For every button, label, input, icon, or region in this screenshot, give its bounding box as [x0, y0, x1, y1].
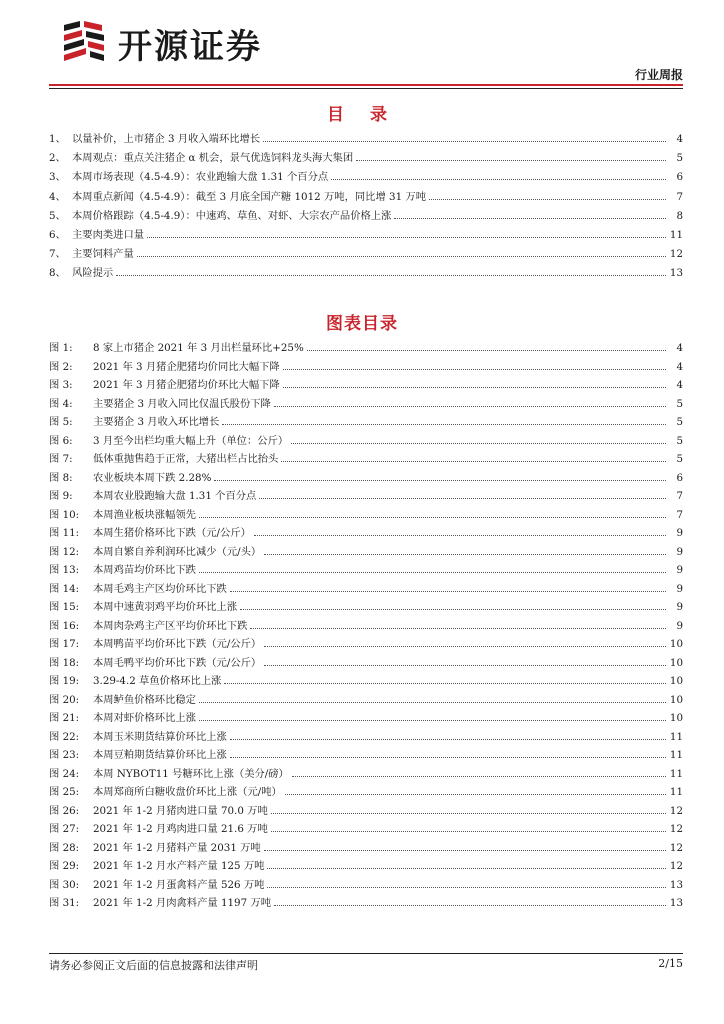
figure-entry-leader-dots — [271, 812, 666, 814]
figure-entry-page-number: 7 — [676, 508, 683, 521]
brand-logo — [58, 14, 262, 72]
figure-entry[interactable] — [49, 876, 683, 895]
figure-entry-number: 图 1: — [49, 342, 73, 354]
figure-entry-page-number: 12 — [669, 860, 683, 872]
figure-entry-title: 本周肉杂鸡主产区平均价环比下跌 — [93, 619, 248, 632]
kaiyuan-logo-icon — [58, 17, 110, 69]
figure-entry-title: 2021 年 1-2 月肉禽料产量 1197 万吨 — [93, 897, 272, 909]
toc-entry-page-number: 5 — [676, 152, 683, 165]
figure-entry-title: 2021 年 1-2 月鸡肉进口量 21.6 万吨 — [93, 823, 268, 835]
toc-entry[interactable] — [49, 188, 683, 207]
figure-entry-leader-dots — [264, 664, 666, 666]
figure-entry-leader-dots — [264, 849, 666, 851]
figure-entry-leader-dots — [271, 830, 666, 832]
figure-entry-leader-dots — [240, 608, 666, 610]
toc-entry-page-number: 6 — [676, 171, 683, 184]
toc-entry[interactable] — [49, 149, 683, 168]
figure-entry-page-number: 13 — [669, 878, 683, 891]
figure-entry-title: 本周玉米期货结算价环比上涨 — [93, 730, 227, 743]
figure-entry[interactable] — [49, 635, 683, 654]
toc-entry-leader-dots — [394, 217, 666, 219]
figure-entry-number: 图 8: — [49, 471, 73, 484]
figure-entry-leader-dots — [199, 719, 666, 721]
figure-entry-page-number: 11 — [669, 786, 683, 798]
toc-entry-leader-dots — [137, 255, 666, 257]
figure-entry-leader-dots — [250, 627, 666, 629]
figure-entry-title: 本周农业股跑输大盘 1.31 个百分点 — [93, 490, 257, 502]
figure-entry-leader-dots — [254, 534, 666, 536]
figure-entry-number: 图 24: — [49, 767, 80, 780]
toc-title: 目 录 — [327, 105, 397, 125]
figure-entry-number: 图 2: — [49, 360, 73, 373]
header-divider-red — [49, 84, 683, 86]
figure-entry-title: 低体重抛售趋于正常，大猪出栏占比抬头 — [93, 453, 279, 465]
figure-entry-number: 图 3: — [49, 379, 73, 391]
figure-entry-page-number: 7 — [676, 490, 683, 502]
figure-entry[interactable] — [49, 691, 683, 710]
figure-entry-title: 本周 NYBOT11 号糖环比上涨（美分/磅） — [93, 767, 289, 780]
figure-entry[interactable] — [49, 524, 683, 543]
toc-entry-page-number: 4 — [676, 133, 683, 145]
toc-entry-number: 7、 — [49, 248, 66, 261]
figure-entry-page-number: 12 — [669, 804, 683, 817]
figure-entry-title: 2021 年 1-2 月猪肉进口量 70.0 万吨 — [93, 804, 268, 817]
figure-entry-number: 图 20: — [49, 693, 80, 706]
toc-entry-number: 8、 — [49, 267, 66, 280]
toc-entry-page-number: 13 — [669, 267, 683, 280]
footer-disclaimer: 请务必参阅正文后面的信息披露和法律声明 — [49, 959, 258, 972]
figure-entry-page-number: 10 — [669, 638, 683, 650]
footer-divider — [49, 953, 683, 954]
figure-entry-number: 图 14: — [49, 582, 80, 595]
figure-entry-title: 本周毛鸡主产区均价环比下跌 — [93, 582, 227, 595]
figure-entry-title: 本周中速黄羽鸡平均价环比上涨 — [93, 601, 238, 613]
figure-entry-page-number: 10 — [669, 693, 683, 706]
figure-entry-number: 图 13: — [49, 564, 80, 576]
figure-entry-page-number: 5 — [676, 453, 683, 465]
figure-entry[interactable] — [49, 765, 683, 784]
figure-entry[interactable] — [49, 598, 683, 617]
figure-entry-title: 2021 年 1-2 月蛋禽料产量 526 万吨 — [93, 878, 265, 891]
figure-entry-number: 图 11: — [49, 527, 80, 539]
toc-entry[interactable] — [49, 168, 683, 187]
toc-entry-title: 本周观点：重点关注猪企 α 机会，景气优选饲料龙头海大集团 — [72, 152, 354, 165]
figure-entry-number: 图 18: — [49, 656, 80, 669]
figure-entry[interactable] — [49, 506, 683, 525]
figure-entry-title: 2021 年 1-2 月猪料产量 2031 万吨 — [93, 841, 261, 854]
toc-entry[interactable] — [49, 264, 683, 283]
figure-entry[interactable] — [49, 376, 683, 395]
figure-entry-page-number: 4 — [676, 360, 683, 373]
figure-entry-number: 图 25: — [49, 786, 80, 798]
figure-entry[interactable] — [49, 783, 683, 802]
figure-entry-title: 本周鸡苗均价环比下跌 — [93, 564, 196, 576]
toc-entry-leader-dots — [116, 274, 666, 276]
figure-entry[interactable] — [49, 857, 683, 876]
figure-entry[interactable] — [49, 469, 683, 488]
toc-entry-number: 1、 — [49, 133, 66, 145]
figure-entry-leader-dots — [274, 405, 666, 407]
figure-entry-title: 2021 年 3 月猪企肥猪均价环比大幅下降 — [93, 379, 280, 391]
figure-entry-number: 图 12: — [49, 545, 80, 558]
figure-entry-leader-dots — [199, 701, 666, 703]
report-type-label: 行业周报 — [634, 68, 683, 82]
figure-entry-number: 图 22: — [49, 730, 80, 743]
figure-entry-leader-dots — [199, 516, 666, 518]
figure-entry-number: 图 7: — [49, 453, 73, 465]
figure-entry-page-number: 9 — [676, 527, 683, 539]
figure-entry-page-number: 10 — [669, 675, 683, 687]
figure-entry-number: 图 29: — [49, 860, 80, 872]
figure-entry-leader-dots — [230, 590, 666, 592]
figure-entry[interactable] — [49, 487, 683, 506]
figure-entry-number: 图 23: — [49, 749, 80, 761]
toc-entry-page-number: 11 — [669, 228, 683, 241]
figure-entry[interactable] — [49, 894, 683, 913]
figure-entry-page-number: 4 — [676, 342, 683, 354]
figure-entry-page-number: 12 — [669, 823, 683, 835]
figure-entry[interactable] — [49, 580, 683, 599]
figure-entry-page-number: 6 — [676, 471, 683, 484]
figure-entry-page-number: 11 — [669, 749, 683, 761]
toc-entry-leader-dots — [147, 236, 666, 238]
figure-entry-number: 图 4: — [49, 397, 73, 410]
figure-entry-number: 图 5: — [49, 416, 73, 428]
figure-entry-leader-dots — [230, 756, 666, 758]
figure-entry-page-number: 9 — [676, 582, 683, 595]
figure-entry-title: 2021 年 1-2 月水产料产量 125 万吨 — [93, 860, 265, 872]
figure-entry-page-number: 9 — [676, 564, 683, 576]
figure-entry-title: 本周毛鸭平均价环比下跌（元/公斤） — [93, 656, 262, 669]
toc-entry-number: 5、 — [49, 209, 66, 222]
figure-entry-leader-dots — [214, 479, 666, 481]
figure-entry[interactable] — [49, 543, 683, 562]
figure-entry-page-number: 9 — [676, 601, 683, 613]
figure-entry-title: 2021 年 3 月猪企肥猪均价同比大幅下降 — [93, 360, 280, 373]
toc-entry[interactable] — [49, 245, 683, 264]
figure-entry-leader-dots — [281, 460, 666, 462]
figure-entry-page-number: 13 — [669, 897, 683, 909]
figure-entry-leader-dots — [283, 386, 666, 388]
toc-entry-number: 2、 — [49, 152, 66, 165]
figure-entry-leader-dots — [264, 553, 666, 555]
toc-entry-page-number: 12 — [669, 248, 683, 261]
figure-entry-title: 本周鸭苗平均价环比下跌（元/公斤） — [93, 638, 262, 650]
toc-entry[interactable] — [49, 207, 683, 226]
figure-entry[interactable] — [49, 672, 683, 691]
figure-entry-title: 本周生猪价格环比下跌（元/公斤） — [93, 527, 251, 539]
figure-entry[interactable] — [49, 820, 683, 839]
figure-entry-number: 图 17: — [49, 638, 80, 650]
figure-entry-leader-dots — [224, 682, 666, 684]
toc-entry[interactable] — [49, 226, 683, 245]
figure-entry-leader-dots — [222, 423, 666, 425]
toc-entry-leader-dots — [331, 178, 666, 180]
figure-entry-leader-dots — [285, 793, 666, 795]
figure-entry[interactable] — [49, 746, 683, 765]
toc-entry-title: 主要肉类进口量 — [72, 228, 145, 241]
figure-entry[interactable] — [49, 561, 683, 580]
toc-entry-page-number: 7 — [676, 190, 683, 203]
figure-entry-leader-dots — [230, 738, 666, 740]
toc-list — [49, 130, 683, 284]
figure-entry-leader-dots — [283, 368, 666, 370]
figure-entry[interactable] — [49, 709, 683, 728]
figure-index-list — [49, 339, 683, 913]
figure-entry-number: 图 30: — [49, 878, 80, 891]
figure-entry[interactable] — [49, 339, 683, 358]
toc-entry-leader-dots — [263, 140, 666, 142]
figure-entry-leader-dots — [267, 886, 666, 888]
figure-entry[interactable] — [49, 413, 683, 432]
toc-entry-title: 本周价格跟踪（4.5-4.9）：中速鸡、草鱼、对虾、大宗农产品价格上涨 — [72, 209, 392, 222]
figure-entry-page-number: 9 — [676, 619, 683, 632]
figure-entry-number: 图 6: — [49, 434, 73, 447]
figure-entry-leader-dots — [292, 775, 666, 777]
toc-entry-leader-dots — [356, 159, 666, 161]
header-divider — [49, 88, 683, 89]
figure-entry-leader-dots — [259, 497, 666, 499]
figure-entry-number: 图 19: — [49, 675, 80, 687]
toc-entry-number: 4、 — [49, 190, 66, 203]
figure-entry-number: 图 15: — [49, 601, 80, 613]
figure-entry-title: 本周郑商所白糖收盘价环比上涨（元/吨） — [93, 786, 282, 798]
page-number: 2/15 — [658, 957, 683, 970]
figure-entry[interactable] — [49, 802, 683, 821]
figure-entry[interactable] — [49, 395, 683, 414]
figure-entry-title: 8 家上市猪企 2021 年 3 月出栏量环比+25% — [93, 342, 304, 354]
figure-entry-page-number: 5 — [676, 416, 683, 428]
figure-entry-number: 图 10: — [49, 508, 80, 521]
figure-entry-leader-dots — [199, 571, 666, 573]
figure-entry[interactable] — [49, 728, 683, 747]
figure-entry-page-number: 9 — [676, 545, 683, 558]
toc-entry[interactable] — [49, 130, 683, 149]
figure-entry-leader-dots — [307, 349, 666, 351]
page-header — [0, 0, 724, 92]
toc-entry-number: 3、 — [49, 171, 66, 184]
figure-entry-page-number: 11 — [669, 730, 683, 743]
figure-entry[interactable] — [49, 432, 683, 451]
brand-name: 开源证券 — [118, 26, 262, 67]
figure-entry-number: 图 31: — [49, 897, 80, 909]
toc-entry-title: 本周重点新闻（4.5-4.9）：截至 3 月底全国产糖 1012 万吨，同比增 31 万吨 — [72, 190, 426, 203]
figure-entry-number: 图 28: — [49, 841, 80, 854]
figure-entry[interactable] — [49, 839, 683, 858]
toc-entry-leader-dots — [429, 198, 666, 200]
figure-entry-title: 3 月至今出栏均重大幅上升（单位：公斤） — [93, 434, 289, 447]
toc-entry-title: 主要饲料产量 — [72, 248, 134, 261]
figure-entry-leader-dots — [267, 867, 666, 869]
figure-entry[interactable] — [49, 617, 683, 636]
figure-entry-title: 农业板块本周下跌 2.28% — [93, 471, 212, 484]
toc-entry-title: 本周市场表现（4.5-4.9）：农业跑输大盘 1.31 个百分点 — [72, 171, 329, 184]
figure-entry-number: 图 27: — [49, 823, 80, 835]
figure-index-title: 图表目录 — [326, 314, 398, 334]
figure-entry-title: 本周鲈鱼价格环比稳定 — [93, 693, 196, 706]
toc-entry-number: 6、 — [49, 228, 66, 241]
figure-entry-page-number: 5 — [676, 434, 683, 447]
figure-entry-number: 图 21: — [49, 712, 80, 724]
figure-entry-title: 本周自繁自养利润环比减少（元/头） — [93, 545, 262, 558]
figure-entry-page-number: 5 — [676, 397, 683, 410]
toc-entry-page-number: 8 — [676, 209, 683, 222]
figure-entry-number: 图 9: — [49, 490, 73, 502]
figure-entry-title: 主要猪企 3 月收入环比增长 — [93, 416, 220, 428]
figure-entry-page-number: 10 — [669, 656, 683, 669]
toc-entry-title: 风险提示 — [72, 267, 114, 280]
toc-entry-title: 以量补价，上市猪企 3 月收入端环比增长 — [72, 133, 261, 145]
figure-entry-page-number: 11 — [669, 767, 683, 780]
figure-entry-title: 本周对虾价格环比上涨 — [93, 712, 196, 724]
figure-entry-page-number: 4 — [676, 379, 683, 391]
figure-entry-number: 图 26: — [49, 804, 80, 817]
figure-entry[interactable] — [49, 654, 683, 673]
figure-entry-page-number: 10 — [669, 712, 683, 724]
figure-entry-leader-dots — [291, 442, 666, 444]
figure-entry-page-number: 12 — [669, 841, 683, 854]
figure-entry[interactable] — [49, 358, 683, 377]
figure-entry-title: 3.29-4.2 草鱼价格环比上涨 — [93, 675, 222, 687]
figure-entry-title: 主要猪企 3 月收入同比仅温氏股份下降 — [93, 397, 271, 410]
figure-entry-title: 本周豆粕期货结算价环比上涨 — [93, 749, 227, 761]
figure-entry-title: 本周渔业板块涨幅领先 — [93, 508, 196, 521]
figure-entry-number: 图 16: — [49, 619, 80, 632]
figure-entry[interactable] — [49, 450, 683, 469]
figure-entry-leader-dots — [274, 904, 666, 906]
figure-entry-leader-dots — [264, 645, 666, 647]
